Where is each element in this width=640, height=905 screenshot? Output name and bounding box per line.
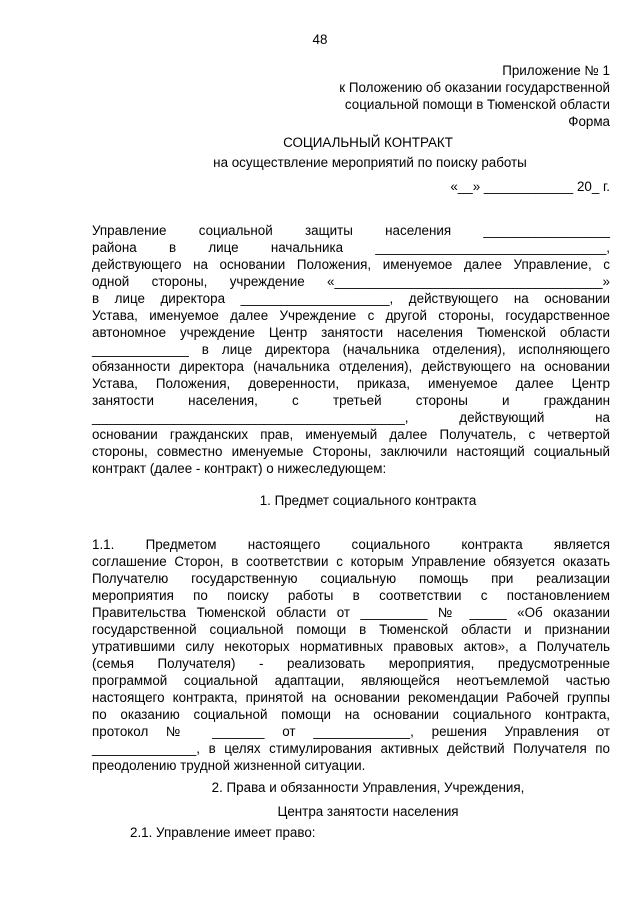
appendix-line-1: Приложение № 1 <box>502 63 610 78</box>
preamble-line: района в лице начальника _______________________________, <box>92 240 610 255</box>
preamble-line: Управление социальной защиты населения _________________ <box>92 223 610 238</box>
clause-line: (семья Получателя) - реализовать мероприятия, предусмотренные <box>92 656 610 671</box>
clause-line: мероприятия по поиску работы в соответствии с постановлением <box>92 588 610 603</box>
document-subtitle: на осуществление мероприятий по поиску работы <box>213 155 527 170</box>
preamble-line: Устава, именуемое далее Учреждение с другой стороны, государственное <box>92 308 610 323</box>
clause-line: преодолению трудной жизненной ситуации. <box>92 758 366 773</box>
clause-line: соглашение Сторон, в соответствии с которым Управление обязуется оказать <box>92 554 610 569</box>
document-title: СОЦИАЛЬНЫЙ КОНТРАКТ <box>283 135 453 150</box>
clause-line: настоящего контракта, принятой на основании рекомендации Рабочей группы <box>92 690 610 705</box>
clause-line: ______________, в целях стимулирования активных действий Получателя по <box>92 741 610 756</box>
date-line: «__» ____________ 20_ г. <box>450 179 610 194</box>
clause-line: протокол № _______ от _____________, решения Управления от <box>92 724 610 739</box>
section-2-title-line-2: Центра занятости населения <box>277 804 459 819</box>
clause-line: 1.1. Предметом настоящего социального контракта является <box>92 537 610 552</box>
section-1-title: 1. Предмет социального контракта <box>259 493 477 508</box>
appendix-line-3: социальной помощи в Тюменской области <box>344 97 610 112</box>
preamble-line: обязанности директора (начальника отделения), действующего на основании <box>92 359 610 374</box>
page-number: 48 <box>312 32 328 47</box>
clause-line: Получателю государственную социальную помощь при реализации <box>92 571 610 586</box>
preamble-line: Устава, Положения, доверенности, приказа, именуемое далее Центр <box>92 376 610 391</box>
preamble-line: контракт (далее - контракт) о нижеследующем: <box>92 461 387 476</box>
clause-line: по оказанию социальной помощи на основании социального контракта, <box>92 707 610 722</box>
clause-line: утратившими силу некоторых нормативных правовых актов», а Получатель <box>92 639 610 654</box>
preamble-line: основании гражданских прав, именуемый далее Получатель, с четвертой <box>92 427 610 442</box>
appendix-line-4: Форма <box>568 114 610 129</box>
preamble-line: стороны, совместно именуемые Стороны, заключили настоящий социальный <box>92 444 610 459</box>
preamble-line: _____________ в лице директора (начальника отделения), исполняющего <box>92 342 610 357</box>
clause-line: государственной социальной помощи в Тюменской области и признании <box>92 622 610 637</box>
preamble-line: __________________________________________, действующий на <box>92 410 610 425</box>
preamble-line: в лице директора ____________________, действующего на основании <box>92 291 610 306</box>
preamble-line: автономное учреждение Центр занятости населения Тюменской области <box>92 325 610 340</box>
section-2-title-line-1: 2. Права и обязанности Управления, Учреждения, <box>211 780 525 795</box>
appendix-line-2: к Положению об оказании государственной <box>339 80 610 95</box>
clause-2-1: 2.1. Управление имеет право: <box>130 825 316 840</box>
clause-line: Правительства Тюменской области от _________ № _____ «Об оказании <box>92 605 610 620</box>
clause-line: программой социальной адаптации, являющейся неотъемлемой частью <box>92 673 610 688</box>
preamble-line: действующего на основании Положения, именуемое далее Управление, с <box>92 257 610 272</box>
preamble-line: одной стороны, учреждение «____________________________________» <box>92 274 610 289</box>
preamble-line: занятости населения, с третьей стороны и гражданин <box>92 393 610 408</box>
